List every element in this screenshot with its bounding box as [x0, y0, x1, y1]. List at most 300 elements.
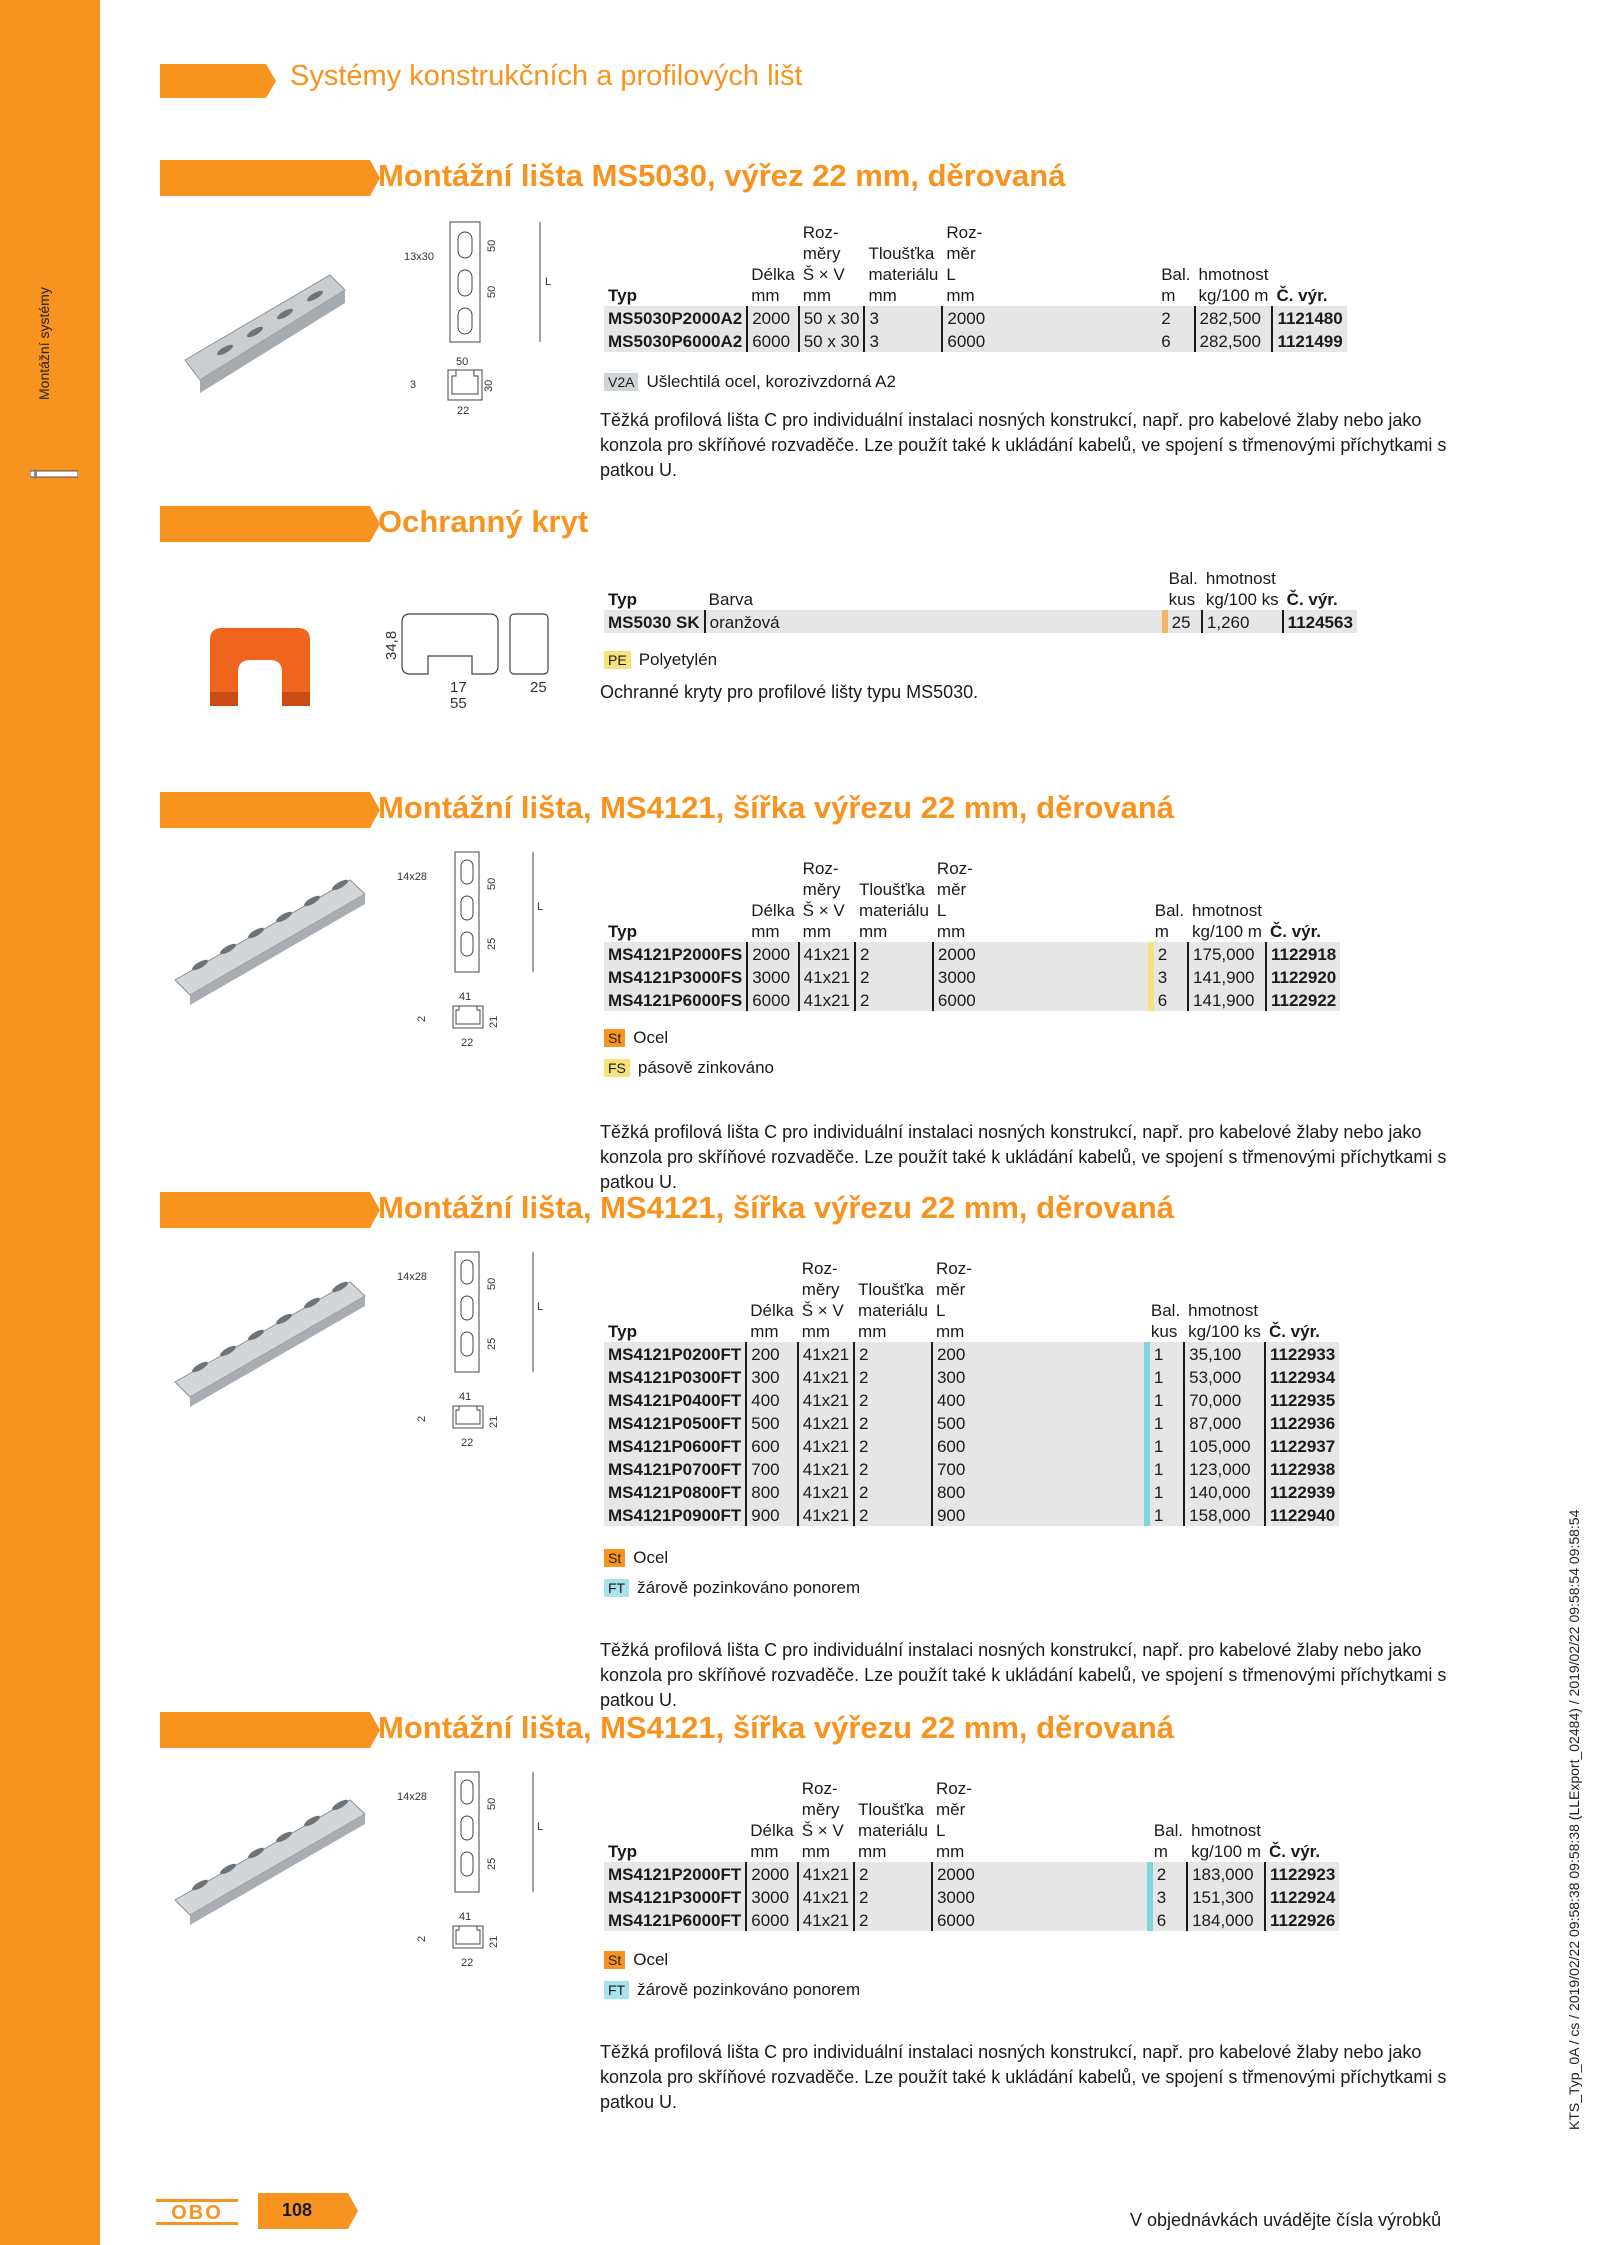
table-header-cell	[1266, 900, 1340, 921]
table-cell: MS4121P2000FT	[604, 1862, 746, 1885]
table-cell: 1122935	[1265, 1388, 1339, 1411]
table-header-cell: Roz-	[946, 223, 983, 242]
table-row	[604, 1908, 1339, 1931]
table-cell: 600	[932, 1434, 976, 1457]
table-cell: 1122923	[1265, 1862, 1339, 1885]
table-header-cell: Š × V	[801, 1821, 844, 1840]
table-header-cell: materiálu	[858, 1821, 928, 1840]
svg-text:L: L	[537, 1301, 544, 1313]
table-header-cell: Č. výr.	[1269, 922, 1322, 941]
table-header-cell	[1265, 1778, 1339, 1799]
table-cell: 151,300	[1187, 1885, 1265, 1908]
material-line	[604, 1548, 668, 1568]
section-title: Ochranný kryt	[378, 504, 589, 539]
table-cell: 400	[932, 1388, 976, 1411]
product-description: Těžká profilová lišta C pro individuální instalaci nosných konstrukcí, např. pro kabelové žlaby nebo jako konzola pro skříňové rozvaděče. Lze použít také k ukládání kabelů, ve spojení s třmenovými příchytkami s patkou U.	[600, 2042, 1447, 2112]
table-header-cell	[1157, 243, 1194, 264]
material-line	[604, 1950, 668, 1970]
table-cell: 50 x 30	[799, 329, 865, 352]
product-description: Těžká profilová lišta C pro individuální instalaci nosných konstrukcí, např. pro kabelové žlaby nebo jako konzola pro skříňové rozvaděče. Lze použít také k ukládání kabelů, ve spojení s třmenovými příchytkami s patkou U.	[600, 1640, 1447, 1710]
table-header-cell: m	[1153, 1842, 1168, 1861]
table-header-cell	[864, 222, 942, 243]
table-cell: 50 x 30	[799, 306, 865, 329]
table-header-cell: hmotnost	[1188, 1301, 1259, 1320]
table-cell: 1	[1147, 1503, 1184, 1526]
table-header-cell: Tloušťka	[858, 1800, 924, 1819]
cover-photo	[200, 620, 320, 720]
table-cell: 2	[854, 1503, 932, 1526]
material-text: Ocel	[633, 1950, 669, 1969]
table-header-cell	[747, 879, 798, 900]
table-cell: 2000	[933, 942, 980, 965]
table-header-cell	[604, 858, 747, 879]
table-cell: 41x21	[798, 1885, 854, 1908]
table-header-cell: měry	[801, 1800, 840, 1819]
table-cell: 1122920	[1266, 965, 1340, 988]
table-cell: 1	[1147, 1457, 1184, 1480]
table-cell: 200	[746, 1342, 797, 1365]
table-cell: 41x21	[799, 942, 855, 965]
table-header-cell: mm	[750, 1842, 779, 1861]
table-cell: 41x21	[798, 1503, 854, 1526]
svg-text:22: 22	[461, 1437, 474, 1449]
table-row	[604, 988, 1340, 1011]
table-cell: 184,000	[1187, 1908, 1265, 1931]
table-header-cell: měr	[936, 880, 967, 899]
table-cell: 41x21	[798, 1342, 854, 1365]
table-cell: 200	[932, 1342, 976, 1365]
table-header-cell	[1272, 243, 1346, 264]
table-cell: 3000	[933, 965, 980, 988]
table-cell: 1122924	[1265, 1885, 1339, 1908]
table-header-cell	[604, 1799, 746, 1820]
table-cell: 3000	[747, 965, 798, 988]
obo-logo	[156, 2197, 238, 2227]
table-header-cell: hmotnost	[1192, 901, 1262, 920]
table-row	[604, 942, 1340, 965]
table-header-cell	[747, 222, 798, 243]
table-header-cell: Délka	[751, 265, 795, 284]
table-cell: 2	[854, 1885, 932, 1908]
table-cell: 41x21	[798, 1862, 854, 1885]
material-code-badge: PE	[604, 651, 631, 669]
product-table	[604, 858, 1340, 1011]
table-header-cell	[1184, 1279, 1265, 1300]
table-cell: 2	[854, 1411, 932, 1434]
table-row	[604, 1503, 1339, 1526]
table-header-cell: Č. výr.	[1269, 1842, 1321, 1861]
svg-text:50: 50	[486, 285, 498, 298]
product-table	[604, 1258, 1339, 1526]
table-header-cell: Bal.	[1161, 265, 1191, 284]
table-cell: 1124563	[1283, 610, 1357, 633]
table-header-cell	[855, 858, 933, 879]
svg-text:17: 17	[450, 679, 467, 696]
table-cell: 140,000	[1184, 1480, 1265, 1503]
table-header-cell: Typ	[608, 1322, 637, 1341]
table-header-cell: měr	[935, 1280, 966, 1299]
table-header-cell: L	[936, 901, 947, 920]
material-text: Ocel	[633, 1548, 669, 1567]
rail-photo	[180, 255, 350, 405]
table-header-cell: mm	[946, 286, 975, 305]
table-header-cell	[604, 1300, 746, 1321]
svg-text:L: L	[545, 276, 552, 288]
material-line	[604, 1028, 668, 1048]
table-cell: 1122936	[1265, 1411, 1339, 1434]
table-header-cell: měry	[801, 1280, 840, 1299]
table-cell: 3	[1150, 1885, 1187, 1908]
table-cell: 500	[746, 1411, 797, 1434]
table-header-cell: Typ	[608, 286, 637, 305]
table-cell: 1	[1147, 1365, 1184, 1388]
table-header-cell	[604, 879, 747, 900]
table-cell: 300	[932, 1365, 976, 1388]
dim-slot: 13x30	[404, 251, 434, 263]
product-description: Těžká profilová lišta C pro individuální instalaci nosných konstrukcí, např. pro kabelové žlaby nebo jako konzola pro skříňové rozvaděče. Lze použít také k ukládání kabelů, ve spojení s třmenovými příchytkami s patkou U.	[600, 410, 1447, 480]
table-header-cell: kg/100 ks	[1188, 1322, 1261, 1341]
table-header-cell	[1272, 222, 1346, 243]
rail-photo	[170, 1262, 370, 1412]
table-cell: 1122933	[1265, 1342, 1339, 1365]
table-header-cell	[1265, 1258, 1339, 1279]
table-header-cell: mm	[750, 1322, 779, 1341]
table-header-cell: měr	[935, 1800, 966, 1819]
profile-drawing	[400, 220, 560, 420]
table-header-cell: měr	[946, 244, 976, 263]
table-header-cell	[1188, 858, 1266, 879]
table-cell: 282,500	[1195, 329, 1273, 352]
table-header-cell: kg/100 ks	[1205, 590, 1279, 609]
product-table	[604, 1778, 1339, 1931]
svg-text:50: 50	[456, 356, 469, 368]
table-cell: 2	[1150, 1862, 1187, 1885]
section-title: Montážní lišta, MS4121, šířka výřezu 22 mm, děrovaná	[378, 790, 1174, 825]
table-cell: 41x21	[799, 965, 855, 988]
table-cell: 3000	[932, 1885, 979, 1908]
table-header-cell	[747, 243, 798, 264]
section-title: Montážní lišta, MS4121, šířka výřezu 22 mm, děrovaná	[378, 1710, 1174, 1745]
table-header-cell: Bal.	[1153, 1821, 1184, 1840]
table-header-cell	[705, 568, 784, 589]
table-cell: 1	[1147, 1411, 1184, 1434]
table-cell: MS4121P0800FT	[604, 1480, 746, 1503]
table-cell: MS5030P6000A2	[604, 329, 747, 352]
table-cell: 6	[1151, 988, 1188, 1011]
table-header-cell	[746, 1778, 797, 1799]
svg-text:30: 30	[483, 379, 495, 392]
table-header-cell	[1151, 879, 1188, 900]
svg-text:22: 22	[461, 1957, 474, 1969]
table-cell: 6000	[933, 988, 980, 1011]
table-header-cell	[604, 1258, 746, 1279]
svg-text:34,8: 34,8	[383, 630, 400, 660]
table-cell: 2000	[747, 306, 798, 329]
svg-text:25: 25	[486, 1337, 498, 1350]
table-header-cell: Č. výr.	[1268, 1322, 1320, 1341]
product-description: Ochranné kryty pro profilové lišty typu MS5030.	[600, 682, 979, 702]
table-header-cell: mm	[935, 1322, 965, 1341]
section-tab	[160, 506, 380, 542]
svg-text:22: 22	[457, 405, 470, 417]
table-header-cell	[604, 568, 705, 589]
table-header-cell	[1265, 1799, 1339, 1820]
table-header-cell	[1283, 568, 1357, 589]
sidebar-label: Montážní systémy	[36, 287, 52, 400]
cover-drawing	[380, 600, 580, 720]
material-text: Polyetylén	[638, 650, 718, 669]
table-cell: 700	[932, 1457, 976, 1480]
table-header-cell: L	[935, 1301, 946, 1320]
svg-text:21: 21	[488, 1015, 500, 1028]
table-cell: 2000	[746, 1862, 797, 1885]
table-cell: 2000	[747, 942, 798, 965]
table-cell: 6	[1150, 1908, 1187, 1931]
table-header-cell: kus	[1168, 590, 1196, 609]
table-cell: 300	[746, 1365, 797, 1388]
table-header-cell: Roz-	[801, 1779, 838, 1798]
material-line	[604, 372, 896, 392]
material-line	[604, 1980, 860, 2000]
table-cell: MS4121P0600FT	[604, 1434, 746, 1457]
material-code-badge: FT	[604, 1981, 629, 1999]
table-header-cell: m	[1161, 286, 1176, 305]
table-row	[604, 306, 1347, 329]
table-cell: 6000	[932, 1908, 979, 1931]
section-tab	[160, 792, 380, 828]
table-cell: 41x21	[798, 1908, 854, 1931]
table-cell: 3000	[746, 1885, 797, 1908]
table-cell: 1122926	[1265, 1908, 1339, 1931]
table-header-cell	[854, 1258, 932, 1279]
svg-text:25: 25	[486, 1857, 498, 1870]
table-header-cell: Č. výr.	[1286, 590, 1338, 609]
material-code-badge: St	[604, 1029, 625, 1047]
svg-text:2: 2	[416, 1015, 428, 1022]
svg-text:22: 22	[461, 1037, 474, 1049]
table-cell: 400	[746, 1388, 797, 1411]
table-header-cell: Barva	[708, 590, 754, 609]
table-cell: 1	[1147, 1342, 1184, 1365]
table-header-cell	[604, 1820, 746, 1841]
table-cell: 183,000	[1187, 1862, 1265, 1885]
table-cell: 1122939	[1265, 1480, 1339, 1503]
table-cell: 900	[746, 1503, 797, 1526]
table-cell: 1122938	[1265, 1457, 1339, 1480]
section-tab	[160, 160, 380, 196]
table-cell: MS4121P0400FT	[604, 1388, 746, 1411]
section-tab	[160, 1192, 380, 1228]
table-cell: 900	[932, 1503, 976, 1526]
material-line	[604, 1058, 774, 1078]
table-header-cell	[1184, 1258, 1265, 1279]
svg-text:25: 25	[530, 679, 547, 696]
table-cell: 800	[746, 1480, 797, 1503]
table-row	[604, 1480, 1339, 1503]
material-code-badge: St	[604, 1549, 625, 1567]
table-header-cell	[604, 1279, 746, 1300]
table-cell: 87,000	[1184, 1411, 1265, 1434]
rail-icon	[30, 468, 78, 480]
table-row	[604, 1411, 1339, 1434]
table-header-cell: mm	[858, 1842, 887, 1861]
table-header-cell	[1151, 858, 1188, 879]
table-header-cell	[747, 858, 798, 879]
table-cell: 123,000	[1184, 1457, 1265, 1480]
table-header-cell: materiálu	[868, 265, 939, 284]
table-header-cell: mm	[802, 922, 831, 941]
profile-drawing	[395, 1770, 555, 1970]
table-cell: 41x21	[798, 1365, 854, 1388]
table-header-cell: Roz-	[802, 223, 839, 242]
table-cell: 2	[854, 1480, 932, 1503]
table-header-cell: materiálu	[858, 1301, 928, 1320]
table-row	[604, 1457, 1339, 1480]
svg-text:41: 41	[459, 991, 472, 1003]
table-cell: 1122934	[1265, 1365, 1339, 1388]
table-cell: MS4121P3000FT	[604, 1885, 746, 1908]
section-title: Montážní lišta MS5030, výřez 22 mm, děrovaná	[378, 158, 1066, 193]
table-header-cell: Délka	[751, 901, 795, 920]
table-cell: 105,000	[1184, 1434, 1265, 1457]
table-header-cell	[1188, 879, 1266, 900]
table-header-cell: Roz-	[801, 1259, 838, 1278]
svg-text:L: L	[537, 901, 544, 913]
table-header-cell: mm	[801, 1842, 831, 1861]
rail-photo	[170, 1780, 370, 1930]
table-header-cell	[1150, 1778, 1187, 1799]
table-cell: 41x21	[798, 1480, 854, 1503]
table-header-cell: mm	[802, 286, 832, 305]
table-cell: 2	[855, 965, 933, 988]
svg-text:3: 3	[410, 379, 417, 391]
table-row	[604, 1342, 1339, 1365]
table-cell: MS4121P3000FS	[604, 965, 747, 988]
material-text: žárově pozinkováno ponorem	[637, 1980, 861, 1999]
table-cell: MS5030P2000A2	[604, 306, 747, 329]
table-header-cell: Roz-	[935, 1259, 972, 1278]
table-cell: 2	[1151, 942, 1188, 965]
table-cell: 2	[854, 1434, 932, 1457]
table-header-cell: Délka	[750, 1821, 794, 1840]
table-header-cell	[1272, 264, 1346, 285]
table-header-cell: Č. výr.	[1276, 286, 1328, 305]
svg-text:OBO: OBO	[171, 2202, 223, 2224]
table-cell: 141,900	[1188, 988, 1266, 1011]
material-code-badge: V2A	[604, 373, 638, 391]
table-header-cell	[1265, 1300, 1339, 1321]
table-header-cell	[1150, 1799, 1187, 1820]
svg-text:14x28: 14x28	[397, 1271, 427, 1283]
table-row	[604, 1365, 1339, 1388]
table-cell: 2	[855, 942, 933, 965]
svg-text:25: 25	[486, 937, 498, 950]
table-header-cell: m	[1154, 922, 1169, 941]
table-header-cell	[1265, 1279, 1339, 1300]
table-header-cell: mm	[751, 922, 780, 941]
table-header-cell: Bal.	[1168, 569, 1198, 588]
table-header-cell	[1266, 879, 1340, 900]
export-meta: KTS_Typ_0A / cs / 2019/02/22 09:58:38 09:58:38 (LLExport_02484) / 2019/02/22 09:58:54 09:58:54	[1566, 1509, 1582, 2130]
table-header-cell: Roz-	[802, 859, 839, 878]
table-header-cell	[746, 1279, 797, 1300]
table-cell: 141,900	[1188, 965, 1266, 988]
svg-text:21: 21	[488, 1415, 500, 1428]
table-cell: 500	[932, 1411, 976, 1434]
table-cell: 2000	[942, 306, 989, 329]
svg-text:55: 55	[450, 695, 467, 712]
table-cell: MS4121P6000FS	[604, 988, 747, 1011]
profile-drawing	[395, 1250, 555, 1450]
table-cell: 175,000	[1188, 942, 1266, 965]
table-cell: MS5030 SK	[604, 610, 705, 633]
table-cell: MS4121P0500FT	[604, 1411, 746, 1434]
page-number: 108	[282, 2200, 313, 2220]
material-text: Ušlechtilá ocel, korozivzdorná A2	[646, 372, 896, 391]
table-cell: 158,000	[1184, 1503, 1265, 1526]
table-row	[604, 610, 1357, 633]
table-row	[604, 965, 1340, 988]
table-cell: 2	[1157, 306, 1194, 329]
svg-text:50: 50	[486, 239, 498, 252]
table-cell: 2	[854, 1365, 932, 1388]
table-cell: 3	[864, 329, 942, 352]
table-header-cell	[604, 264, 747, 285]
table-cell: 1122918	[1266, 942, 1340, 965]
svg-text:50: 50	[486, 877, 498, 890]
table-header-cell	[1265, 1820, 1339, 1841]
svg-text:41: 41	[459, 1391, 472, 1403]
svg-text:21: 21	[488, 1935, 500, 1948]
table-cell: 2	[854, 1388, 932, 1411]
table-cell: 41x21	[798, 1457, 854, 1480]
material-code-badge: FT	[604, 1579, 629, 1597]
table-header-cell: kg/100 m	[1198, 286, 1269, 305]
table-cell: 6000	[746, 1908, 797, 1931]
table-cell: 1	[1147, 1480, 1184, 1503]
table-cell: oranžová	[705, 610, 784, 633]
material-line	[604, 650, 717, 670]
table-header-cell: L	[946, 265, 956, 284]
table-cell: 1122937	[1265, 1434, 1339, 1457]
material-text: žárově pozinkováno ponorem	[637, 1578, 861, 1597]
table-header-cell	[746, 1258, 797, 1279]
table-row	[604, 1388, 1339, 1411]
table-cell: 1	[1147, 1388, 1184, 1411]
table-header-cell	[854, 1778, 932, 1799]
table-header-cell: Typ	[608, 1842, 637, 1861]
table-header-cell: Š × V	[802, 265, 845, 284]
footer-note: V objednávkách uvádějte čísla výrobků	[1130, 2210, 1442, 2230]
table-cell: 41x21	[799, 988, 855, 1011]
table-header-cell: Typ	[608, 922, 637, 941]
table-cell: 1	[1147, 1434, 1184, 1457]
svg-text:14x28: 14x28	[397, 1791, 427, 1803]
table-header-cell	[604, 900, 747, 921]
table-cell: MS4121P6000FT	[604, 1908, 746, 1931]
table-header-cell: kus	[1150, 1322, 1178, 1341]
table-row	[604, 1862, 1339, 1885]
table-header-cell: Roz-	[935, 1779, 972, 1798]
table-cell: 2	[854, 1908, 932, 1931]
table-cell: 35,100	[1184, 1342, 1265, 1365]
table-cell: 6000	[747, 329, 798, 352]
table-cell: MS4121P0900FT	[604, 1503, 746, 1526]
product-table	[604, 568, 1357, 633]
table-cell: MS4121P0700FT	[604, 1457, 746, 1480]
table-cell: 1122922	[1266, 988, 1340, 1011]
table-header-cell: mm	[751, 286, 780, 305]
